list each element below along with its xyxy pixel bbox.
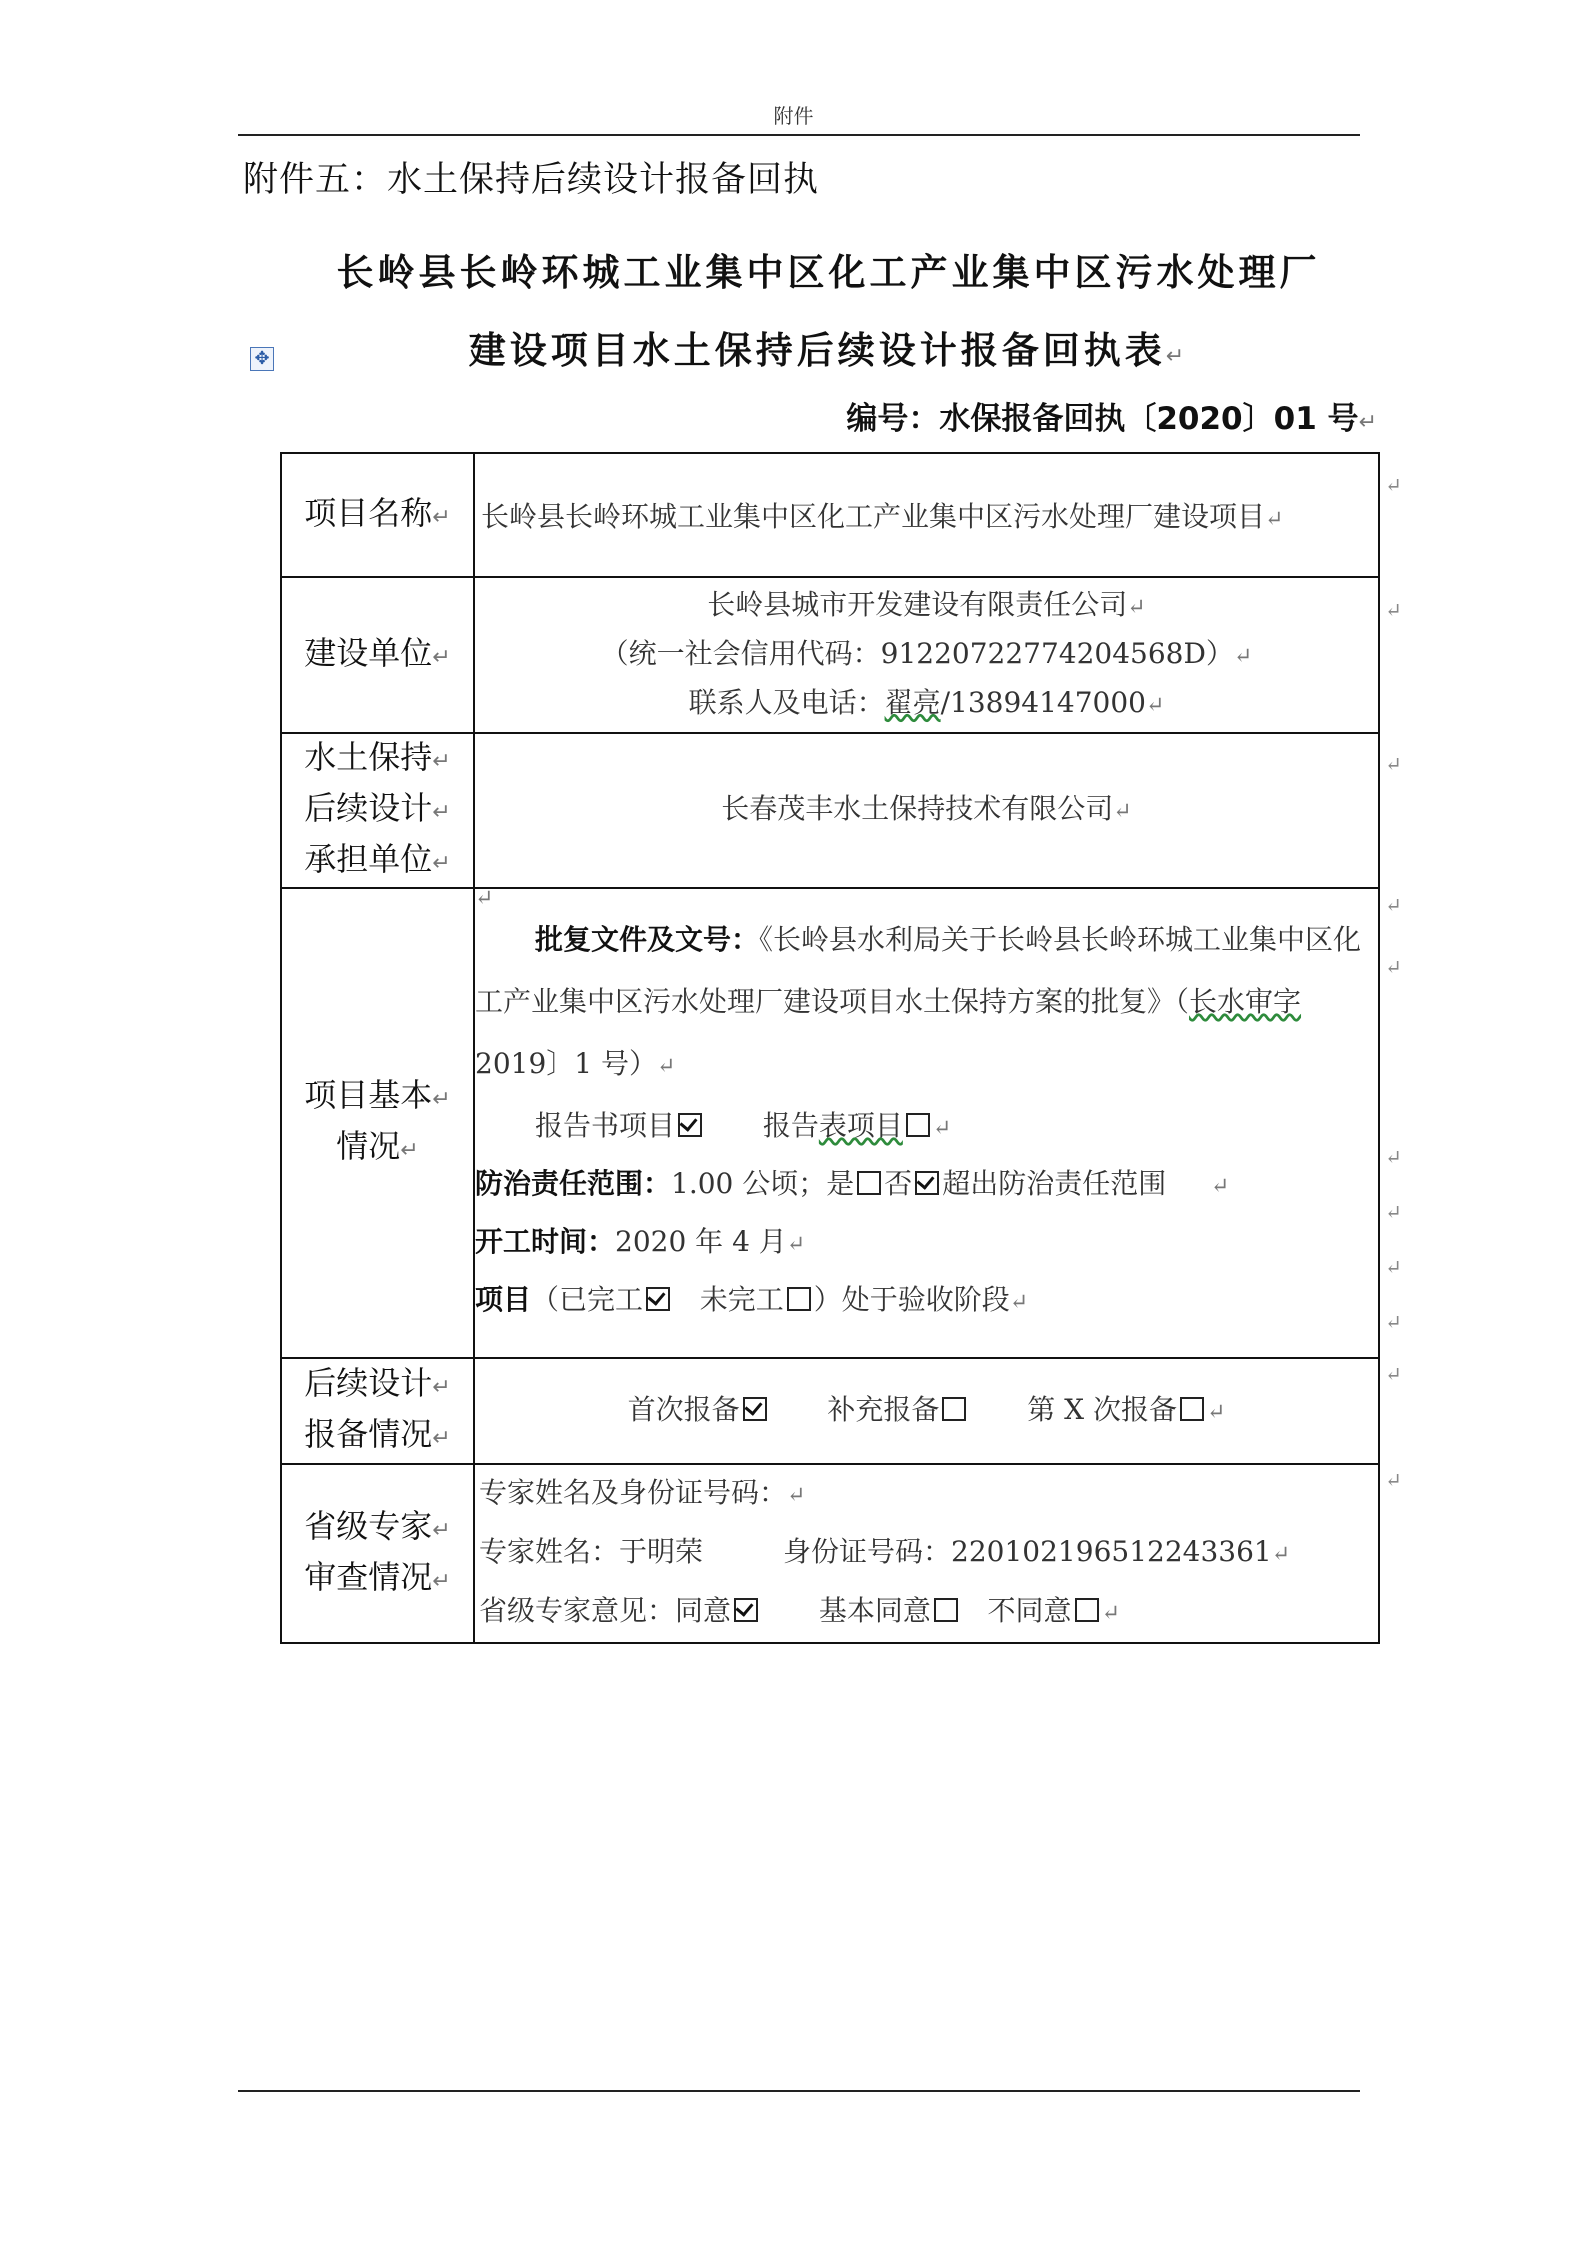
approval-text: 批复文件及文号：《长岭县水利局关于长岭县长岭环城工业集中区化工产业集中区污水处理厂建设项目水土保持方案的批复》（长水审字 2019〕1 号）↵ — [475, 923, 1362, 1080]
builder-credit-code: （统一社会信用代码：91220722774204568D） — [600, 636, 1234, 670]
table-row — [281, 1358, 1379, 1464]
document-title-line-2: 建设项目水土保持后续设计报备回执表↵ — [468, 329, 1189, 372]
first-filing-checkbox[interactable] — [743, 1397, 767, 1421]
scope-yes-checkbox[interactable] — [857, 1171, 881, 1195]
expert-label: 省级专家↵ 审查情况↵ — [281, 1464, 474, 1643]
filing-receipt-table — [280, 452, 1380, 1644]
filing-label: 后续设计↵ 报备情况↵ — [281, 1358, 474, 1464]
expert-opinion-line: 省级专家意见：同意 基本同意 不同意 ↵ — [479, 1594, 1120, 1627]
builder-contact-name: 翟亮 — [884, 685, 941, 719]
expert-name-line: 专家姓名：于明荣 身份证号码：220102196512243361↵ — [479, 1535, 1291, 1568]
design-unit-value: 长春茂丰水土保持技术有限公司↵ — [474, 733, 1379, 888]
nth-filing-checkbox[interactable] — [1180, 1397, 1204, 1421]
project-name-value: 长岭县长岭环城工业集中区化工产业集中区污水处理厂建设项目↵ — [474, 453, 1379, 577]
filing-value: 首次报备 补充报备 第 X 次报备 ↵ — [474, 1358, 1379, 1464]
builder-contact-phone: /13894147000 — [940, 685, 1146, 719]
not-done-checkbox[interactable] — [787, 1287, 811, 1311]
disagree-checkbox[interactable] — [1075, 1598, 1099, 1622]
report-type-line: 报告书项目 报告表项目 ↵ — [535, 1109, 952, 1142]
builder-value: 长岭县城市开发建设有限责任公司↵ （统一社会信用代码：91220722774204568D）↵ 联系人及电话：翟亮/13894147000↵ — [474, 577, 1379, 733]
table-row — [281, 733, 1379, 888]
footer-rule — [238, 2090, 1360, 2092]
annex-title: 附件五：水土保持后续设计报备回执 — [243, 160, 820, 200]
report-form-checkbox[interactable] — [906, 1113, 930, 1137]
page-header: 附件 — [773, 104, 814, 128]
document-title-line-1: 长岭县长岭环城工业集中区化工产业集中区污水处理厂 — [336, 251, 1321, 294]
agree-checkbox[interactable] — [734, 1598, 758, 1622]
design-unit-label: 水土保持↵ 后续设计↵ 承担单位↵ — [281, 733, 474, 888]
row-end-marks: ↵ ↵ ↵ ↵ ↵ ↵ ↵ ↵ ↵ ↵ ↵ — [1385, 473, 1402, 1492]
basic-info-label: 项目基本↵ 情况↵ — [281, 888, 474, 1358]
expert-value — [474, 1464, 1379, 1643]
expert-line-1: 专家姓名及身份证号码：↵ — [479, 1476, 806, 1509]
project-status-line: 项目（已完工 未完工 ）处于验收阶段↵ — [475, 1283, 1029, 1316]
builder-contact-label: 联系人及电话： — [688, 685, 885, 719]
basic-info-value: ↵ 批复文件及文号：《长岭县水利局关于长岭县长岭环城工业集中区化工产业集中区污水处理厂建设项目水土保持方案的批复》（长水审字 2019〕1 号）↵ 报告书项目 报告表项目 ↵ 防治责任范围：1.00 公顷；是 否 超出防治责任范围 ↵ 开工时间：2020 年 4 月↵ 项目（已完工 未完工 ）处于验收阶段↵ — [474, 888, 1379, 1358]
scope-no-checkbox[interactable] — [915, 1171, 939, 1195]
report-book-checkbox[interactable] — [678, 1113, 702, 1137]
builder-label: 建设单位↵ — [281, 577, 474, 733]
table-row — [281, 577, 1379, 733]
done-checkbox[interactable] — [646, 1287, 670, 1311]
header-rule — [238, 134, 1360, 136]
basic-agree-checkbox[interactable] — [934, 1598, 958, 1622]
scope-line: 防治责任范围：1.00 公顷；是 否 超出防治责任范围 ↵ — [475, 1167, 1230, 1200]
start-time-line: 开工时间：2020 年 4 月↵ — [475, 1225, 806, 1258]
table-row — [281, 888, 1379, 1358]
table-row — [281, 1464, 1379, 1643]
project-name-label: 项目名称↵ — [281, 453, 474, 577]
supplement-filing-checkbox[interactable] — [942, 1397, 966, 1421]
move-handle-icon[interactable]: ✥ — [250, 347, 274, 371]
document-number: 编号：水保报备回执〔2020〕01 号↵ — [846, 401, 1377, 437]
builder-company: 长岭县城市开发建设有限责任公司 — [707, 587, 1128, 621]
table-row — [281, 453, 1379, 577]
